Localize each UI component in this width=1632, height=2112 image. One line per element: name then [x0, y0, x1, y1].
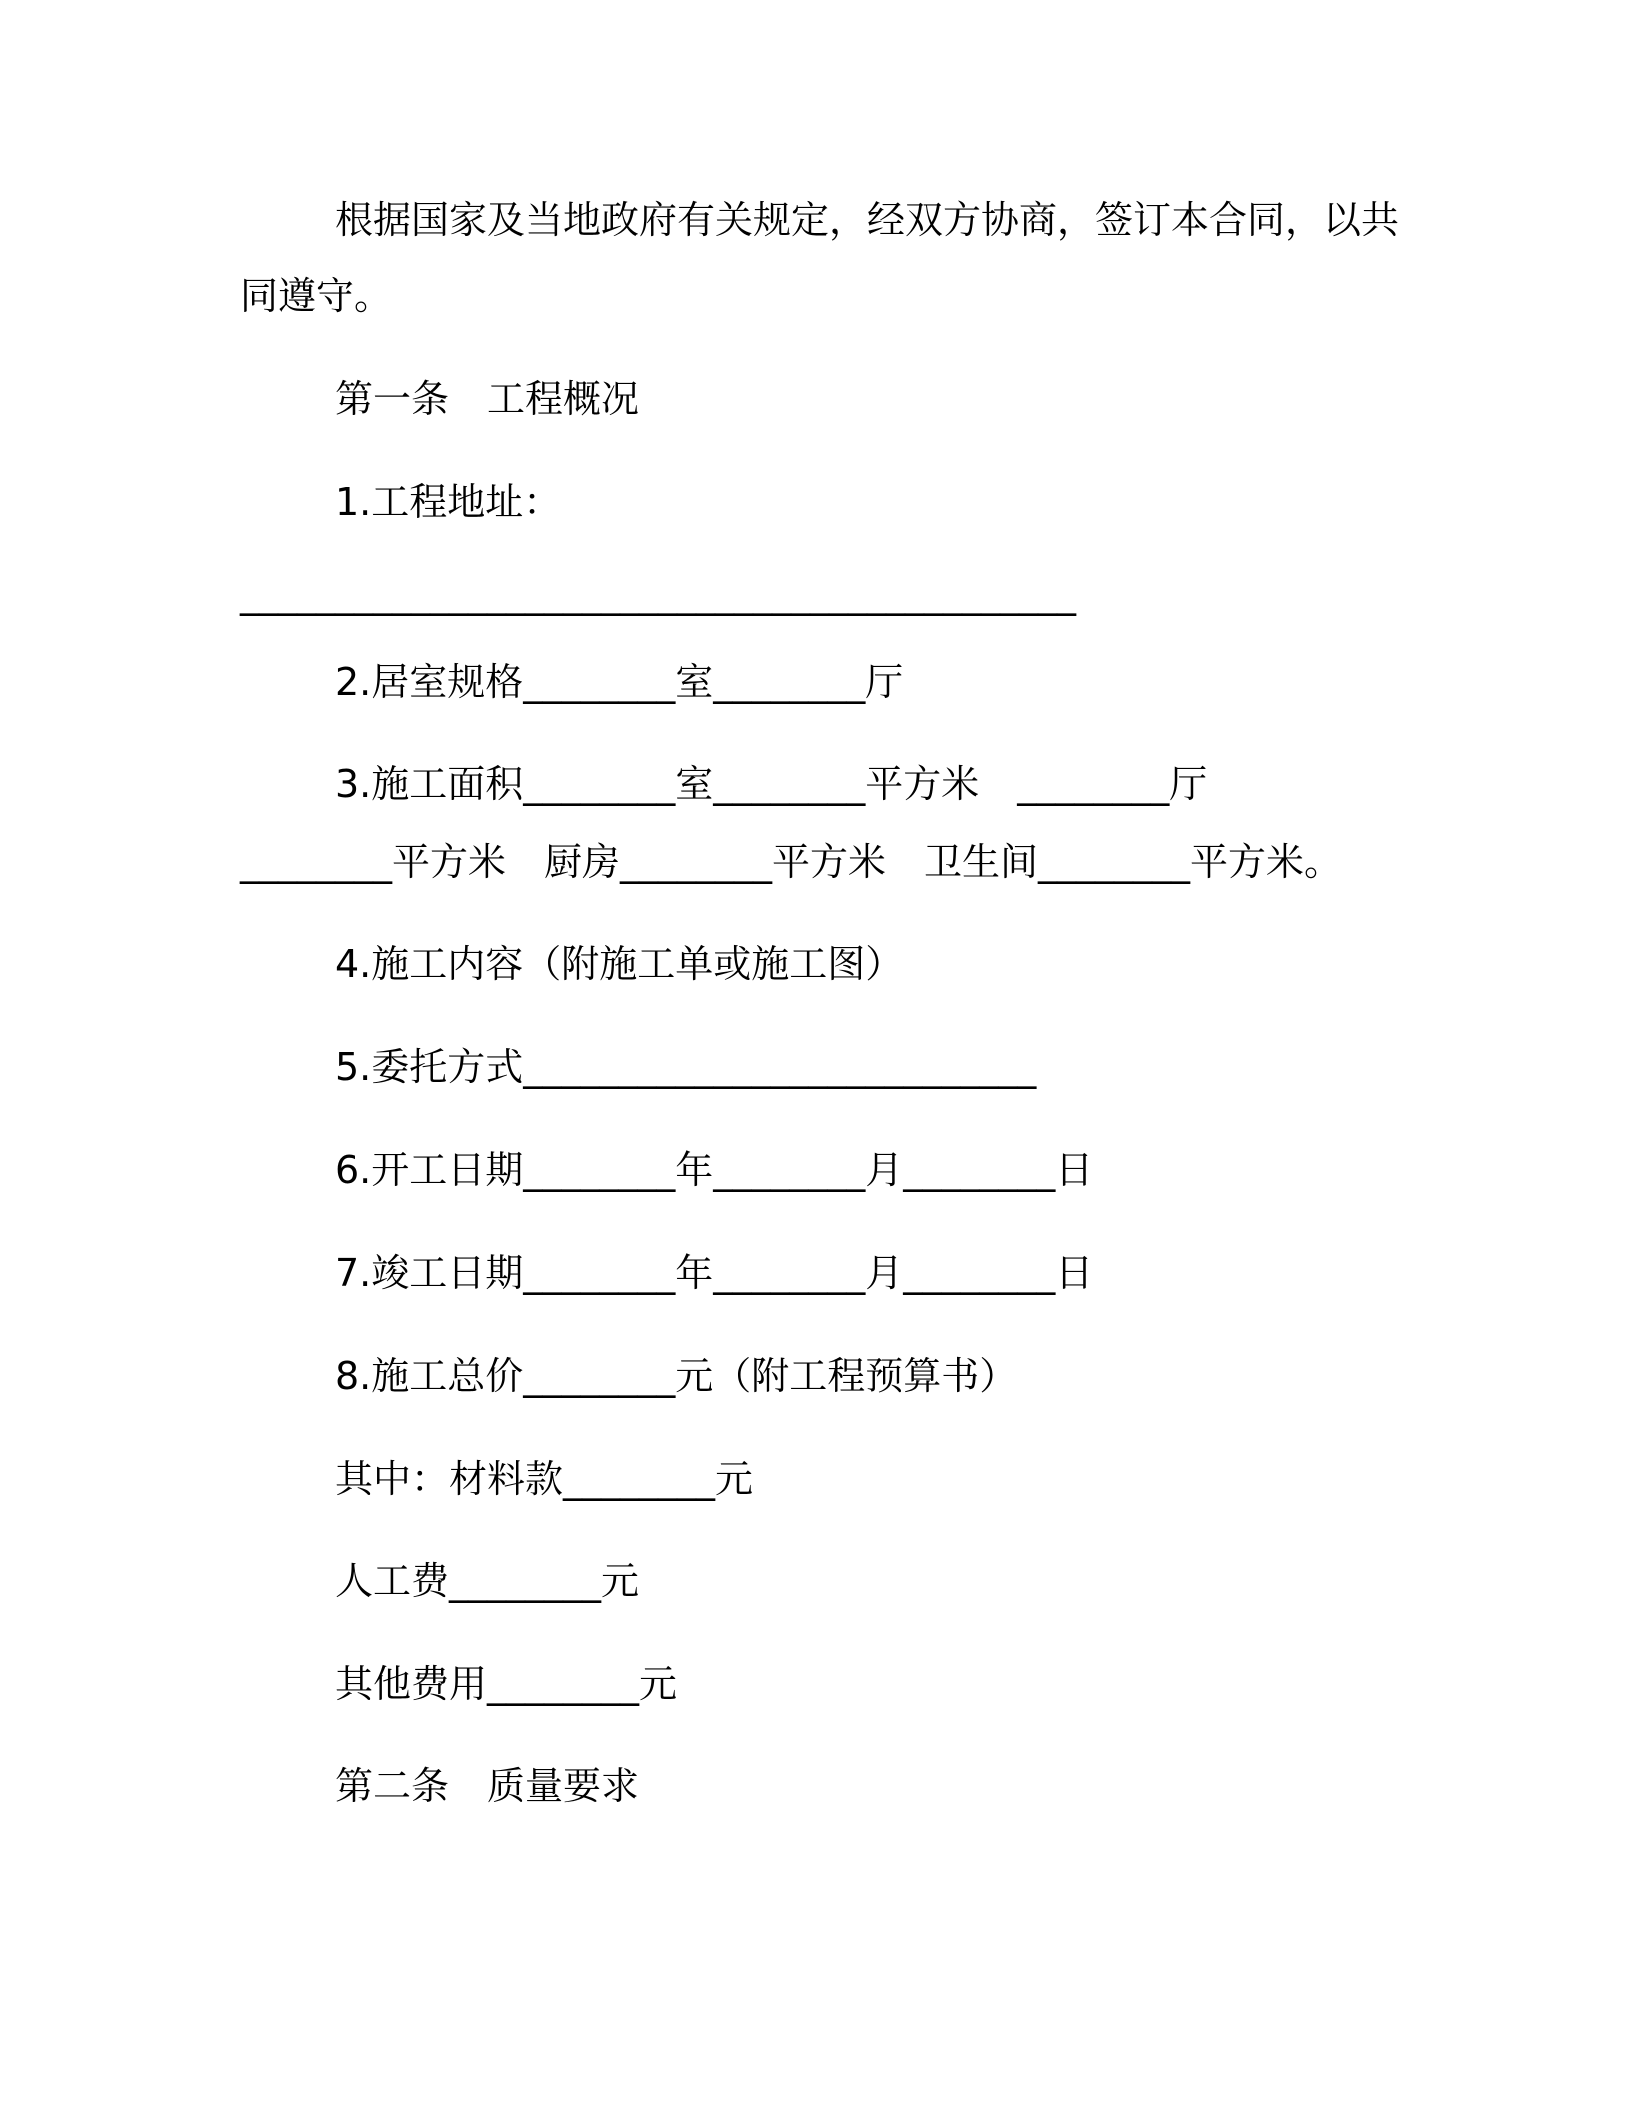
intro-paragraph-line-1: 根据国家及当地政府有关规定，经双方协商，签订本合同，以共: [335, 198, 1400, 242]
item-1-address-blank: ____________________________________________: [240, 572, 1076, 616]
item-3-construction-area-line-1: 3.施工面积________室________平方米 ________厅: [335, 762, 1208, 806]
item-8-total-price: 8.施工总价________元（附工程预算书）: [335, 1354, 1018, 1398]
item-1-project-address: 1.工程地址：: [335, 480, 562, 524]
item-8-material-cost: 其中：材料款________元: [335, 1457, 754, 1501]
item-8-other-cost: 其他费用________元: [335, 1662, 678, 1706]
item-4-construction-content: 4.施工内容（附施工单或施工图）: [335, 942, 904, 986]
item-2-room-specification: 2.居室规格________室________厅: [335, 660, 904, 704]
article-1-heading: 第一条 工程概况: [335, 377, 640, 421]
item-7-completion-date: 7.竣工日期________年________月________日: [335, 1251, 1094, 1295]
intro-paragraph-line-2: 同遵守。: [240, 274, 393, 318]
item-6-start-date: 6.开工日期________年________月________日: [335, 1148, 1094, 1192]
item-5-entrustment-method: 5.委托方式___________________________: [335, 1045, 1037, 1089]
item-8-labor-cost: 人工费________元: [335, 1559, 640, 1603]
item-3-construction-area-line-2: ________平方米 厨房________平方米 卫生间________平方米。: [240, 840, 1343, 884]
article-2-heading: 第二条 质量要求: [335, 1764, 640, 1808]
